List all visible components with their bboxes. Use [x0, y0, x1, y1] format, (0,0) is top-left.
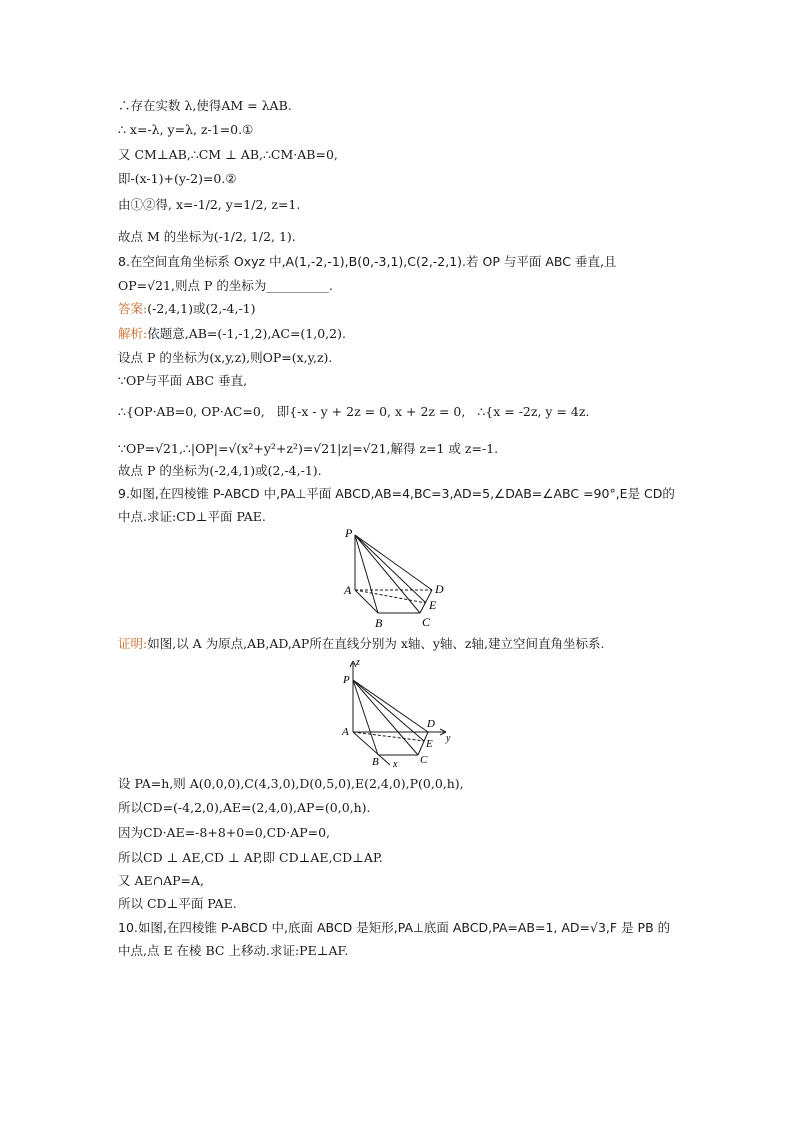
axis-label: y: [446, 733, 451, 744]
axis-label: z: [356, 657, 360, 668]
analysis-text: 依题意,AB=(-1,-1,2),AC=(1,0,2).: [147, 326, 346, 341]
solution-line: 即-(x-1)+(y-2)=0.②: [118, 171, 237, 186]
proof-line: 所以CD ⊥ AE,CD ⊥ AP,即 CD⊥AE,CD⊥AP.: [118, 850, 383, 865]
solution-line: 设点 P 的坐标为(x,y,z),则OP=(x,y,z).: [118, 350, 333, 365]
pyramid-figure: [340, 525, 460, 630]
coordinate-figure: [338, 655, 458, 770]
question-8-text: OP=√21,则点 P 的坐标为__________.: [118, 278, 333, 293]
vertex-label: E: [426, 738, 433, 750]
proof-text: 如图,以 A 为原点,AB,AD,AP所在直线分别为 x轴、y轴、z轴,建立空间直角坐标系.: [147, 636, 605, 651]
question-10-text: 10.如图,在四棱锥 P-ABCD 中,底面 ABCD 是矩形,PA⊥底面 ABCD,PA=AB=1, AD=√3,F 是 PB 的: [118, 920, 671, 935]
answer-text: (-2,4,1)或(2,-4,-1): [147, 301, 256, 316]
solution-line: ∵OP=√21,∴|OP|=√(x²+y²+z²)=√21|z|=√21,解得 z=1 或 z=-1.: [118, 441, 499, 456]
vertex-label: B: [375, 616, 383, 630]
answer-tag: 答案:: [118, 301, 148, 316]
system-2: 即{-x - y + 2z = 0, x + 2z = 0,: [276, 404, 466, 419]
system-1: ∴{OP·AB=0, OP·AC=0,: [118, 404, 265, 419]
vertex-label: A: [342, 726, 349, 738]
solution-line: 又 CM⊥AB,∴CM ⊥ AB,∴CM·AB=0,: [118, 147, 338, 162]
vertex-label: A: [344, 583, 352, 597]
solution-line: 故点 M 的坐标为(-1/2, 1/2, 1).: [118, 229, 296, 244]
proof-line: 所以CD=(-4,2,0),AE=(2,4,0),AP=(0,0,h).: [118, 800, 371, 815]
vertex-label: B: [372, 756, 379, 768]
proof-line: 又 AE∩AP=A,: [118, 873, 205, 888]
question-9-text: 9.如图,在四棱锥 P-ABCD 中,PA⊥平面 ABCD,AB=4,BC=3,AD=5,∠DAB=∠ABC =90°,E是 CD的: [118, 486, 675, 501]
vertex-label: E: [429, 598, 437, 612]
equation-system-line: [118, 404, 589, 420]
solution-line: ∴存在实数 λ,使得AM = λAB.: [118, 98, 292, 113]
solution-line: 故点 P 的坐标为(-2,4,1)或(2,-4,-1).: [118, 463, 322, 478]
question-8-text: 8.在空间直角坐标系 Oxyz 中,A(1,-2,-1),B(0,-3,1),C(2,-2,1).若 OP 与平面 ABC 垂直,且: [118, 254, 617, 269]
vertex-label: P: [345, 526, 353, 540]
question-9-text: 中点.求证:CD⊥平面 PAE.: [118, 509, 266, 524]
proof-line: 因为CD·AE=-8+8+0=0,CD·AP=0,: [118, 825, 331, 840]
analysis-tag: 解析:: [118, 326, 148, 341]
proof-line: 设 PA=h,则 A(0,0,0),C(4,3,0),D(0,5,0),E(2,4,0),P(0,0,h),: [118, 776, 464, 791]
vertex-label: C: [422, 615, 431, 629]
analysis-line: [118, 326, 346, 342]
system-3: ∴{x = -2z, y = 4z.: [477, 404, 590, 419]
solution-line: ∵OP与平面 ABC 垂直,: [118, 373, 248, 388]
solution-line: 由①②得, x=-1/2, y=1/2, z=1.: [118, 197, 301, 212]
answer-line: [118, 301, 256, 317]
proof-line: [118, 636, 604, 652]
proof-line: 所以 CD⊥平面 PAE.: [118, 896, 237, 911]
vertex-label: D: [427, 718, 435, 730]
vertex-label: C: [420, 754, 428, 766]
question-10-text: 中点,点 E 在棱 BC 上移动.求证:PE⊥AF.: [118, 943, 349, 958]
vertex-label: P: [343, 674, 350, 686]
vertex-label: D: [435, 582, 444, 596]
solution-line: ∴ x=-λ, y=λ, z-1=0.①: [118, 122, 254, 137]
axis-label: x: [393, 759, 398, 770]
proof-tag: 证明:: [118, 636, 148, 651]
